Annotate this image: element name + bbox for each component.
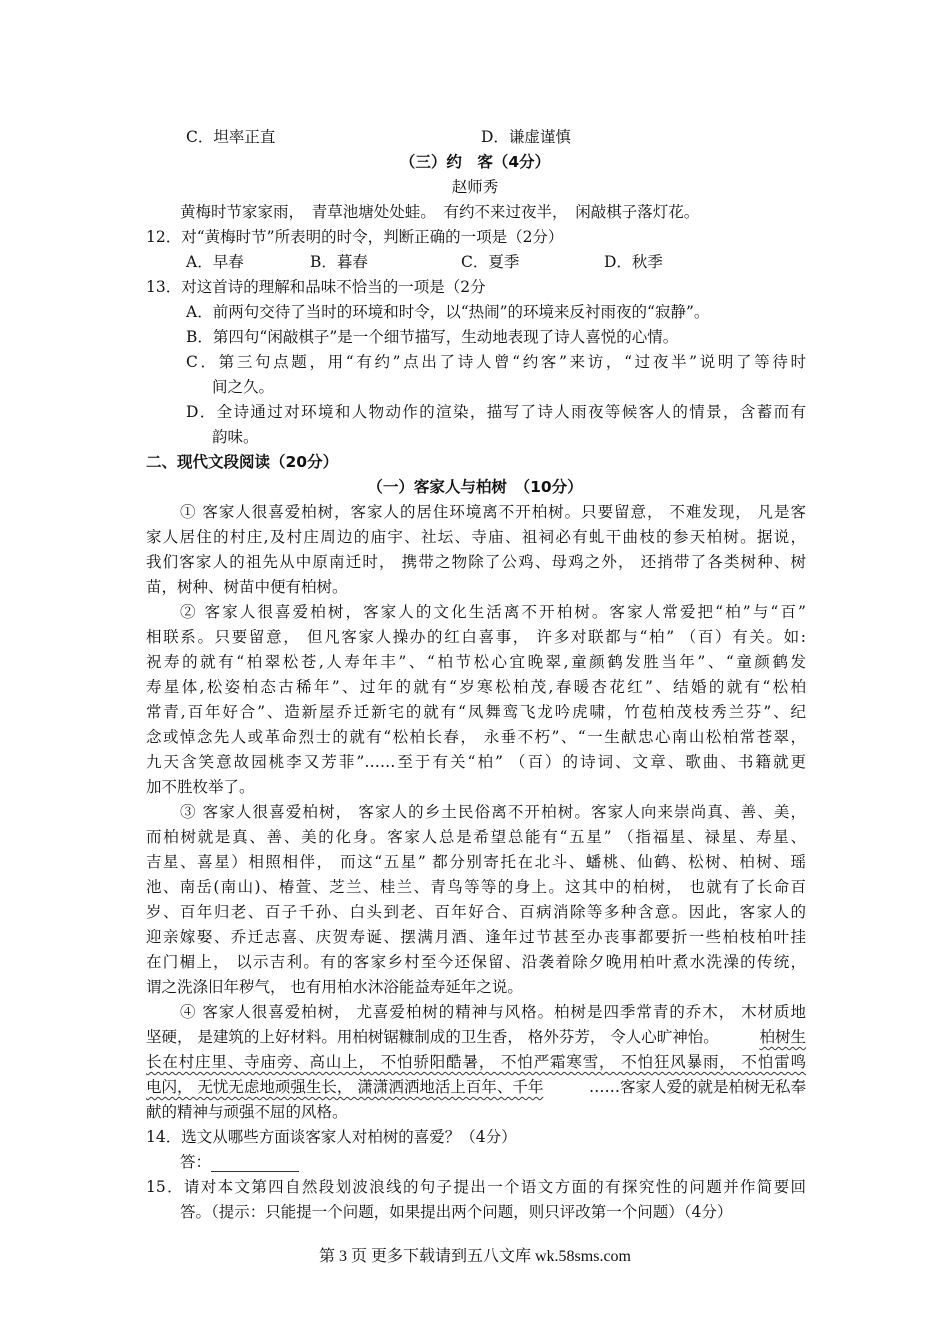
answer-blank[interactable] bbox=[211, 1157, 299, 1172]
p3-line: 吉星、喜星）相照相伴， 而这“五星” 都分别寄托在北斗、蟠桃、仙鹤、松树、柏树、瑶 bbox=[146, 853, 806, 871]
wavy-underlined-sentence: 电闪， 无忧无虑地顽强生长， 潇潇洒洒地活上百年、千年 bbox=[146, 1078, 544, 1096]
p3-line: 在门楣上， 以示吉利。有的客家乡村至今还保留、沿袭着除夕晚用柏叶煮水洗澡的传统， bbox=[146, 953, 806, 971]
option-d: D．谦虚谨慎 bbox=[481, 128, 571, 146]
p1-line: 苗，树种、树苗中便有柏树。 bbox=[146, 578, 348, 596]
p4-line bbox=[146, 1077, 806, 1097]
q13-option-c-line2: 间之久。 bbox=[212, 378, 275, 396]
p3-line: 谓之洗涤旧年秽气， 也有用柏水沐浴能益寿延年之说。 bbox=[146, 978, 523, 996]
p2-line: ② 客家人很喜爱柏树，客家人的文化生活离不开柏树。客家人常爱把“柏”与“百” bbox=[180, 603, 806, 621]
wavy-underlined-sentence: 长在村庄里、寺庙旁、高山上， 不怕骄阳酷暑， 不怕严霜寒雪， 不怕狂风暴雨， 不怕雷鸣 bbox=[146, 1053, 806, 1071]
q13-option-d-line1: D．全诗通过对环境和人物动作的渲染，描写了诗人雨夜等候客人的情景，含蓄而有 bbox=[186, 403, 806, 421]
q12-stem: 12．对“黄梅时节”所表明的时令，判断正确的一项是（2分） bbox=[146, 228, 564, 246]
p2-line: 念或悼念先人或革命烈士的就有“松柏长春， 永垂不朽”、“一生献忠心南山松柏常苍翠， bbox=[146, 728, 806, 746]
p3-line: 岁、百年归老、百子千孙、白头到老、百年好合、百病消除等多种含意。因此，客家人的 bbox=[146, 903, 806, 921]
p3-line: ③ 客家人很喜爱柏树， 客家人的乡土民俗离不开柏树。客家人向来崇尚真、善、美， bbox=[180, 803, 806, 821]
p2-line: 寿星体,松姿柏态古稀年”、过年的就有“岁寒松柏茂,春暖杏花红”、结婚的就有“松柏 bbox=[146, 678, 806, 696]
q12-option-a: A．早春 bbox=[186, 253, 244, 271]
passage-title: （一）客家人与柏树 （10分） bbox=[367, 478, 583, 496]
p3-line: 迎亲嫁娶、乔迁志喜、庆贺寿诞、摆满月酒、逢年过节甚至办丧事都要折一些柏枝柏叶挂 bbox=[146, 928, 806, 946]
q12-option-c: C．夏季 bbox=[461, 253, 520, 271]
p4-line bbox=[146, 1027, 806, 1047]
q13-option-c-line1: C．第三句点题，用“有约”点出了诗人曾“约客”来访，“过夜半”说明了等待时 bbox=[186, 353, 806, 371]
q13-option-a: A．前两句交待了当时的环境和时令，以“热闹”的环境来反衬雨夜的“寂静”。 bbox=[186, 303, 710, 321]
p3-line: 池、南岳(南山)、椿萱、芝兰、桂兰、青鸟等等的身上。这其中的柏树， 也就有了长命百 bbox=[146, 878, 806, 896]
p2-line: 常青,百年好合”、造新屋乔迁新宅的就有“凤舞鸾飞龙吟虎啸，竹苞柏茂枝秀兰芬”、纪 bbox=[146, 703, 806, 721]
q14-stem: 14．选文从哪些方面谈客家人对柏树的喜爱？（4分） bbox=[146, 1128, 517, 1146]
poem-author: 赵师秀 bbox=[451, 178, 499, 196]
section-heading: 二、现代文段阅读（20分） bbox=[146, 453, 339, 471]
p2-line: 相联系。只要留意， 但凡客家人操办的红白喜事， 许多对联都与“柏” （百）有关。如: bbox=[146, 628, 806, 646]
q15-stem-line2: 答。（提示：只能提一个问题，如果提出两个问题，则只评改第一个问题）（4分） bbox=[180, 1203, 733, 1221]
q13-option-b: B．第四句“闲敲棋子”是一个细节描写，生动地表现了诗人喜悦的心情。 bbox=[186, 328, 679, 346]
p3-line: 而柏树就是真、善、美的化身。客家人总是希望总能有“五星” （指福星、禄星、寿星、 bbox=[146, 828, 806, 846]
q13-option-d-line2: 韵味。 bbox=[212, 428, 259, 446]
q12-option-b: B．暮春 bbox=[310, 253, 368, 271]
answer-label: 答： bbox=[180, 1153, 212, 1171]
p1-line: 家人居住的村庄,及村庄周边的庙宇、社坛、寺庙、祖祠必有虬干曲枝的参天柏树。据说， bbox=[146, 528, 806, 546]
poem-verse: 黄梅时节家家雨， 青草池塘处处蛙。 有约不来过夜半， 闲敲棋子落灯花。 bbox=[180, 203, 700, 221]
p2-line: 加不胜枚举了。 bbox=[146, 778, 255, 796]
q13-stem: 13．对这首诗的理解和品味不恰当的一项是（2分 bbox=[146, 278, 486, 296]
p4-line: ④ 客家人很喜爱柏树， 尤喜爱柏树的精神与风格。柏树是四季常青的乔木， 木材质地 bbox=[180, 1003, 806, 1021]
q14-answer-line bbox=[180, 1152, 299, 1172]
p4-text: 坚硬， 是建筑的上好材料。用柏树锯糠制成的卫生香， 格外芬芳， 令人心旷神怡。 bbox=[146, 1028, 719, 1046]
page-footer: 第 3 页 更多下载请到五八文库 wk.58sms.com bbox=[318, 1248, 631, 1265]
wavy-underlined-sentence: 柏树生 bbox=[759, 1028, 806, 1046]
p4-line: 献的精神与顽强不屈的风格。 bbox=[146, 1103, 348, 1121]
p2-line: 祝寿的就有“柏翠松苍,人寿年丰”、“柏节松心宜晚翠,童颜鹤发胜当年”、“童颜鹤发 bbox=[146, 653, 806, 671]
q12-option-d: D．秋季 bbox=[604, 253, 663, 271]
p4-text: ……客家人爱的就是柏树无私奉 bbox=[588, 1078, 806, 1096]
option-c: C．坦率正直 bbox=[186, 128, 276, 146]
p2-line: 九天含笑意故园桃李又芳菲”……至于有关“柏” （百）的诗词、文章、歌曲、书籍就更 bbox=[146, 753, 806, 771]
p1-line: 我们客家人的祖先从中原南迁时， 携带之物除了公鸡、母鸡之外， 还捎带了各类树种、树 bbox=[146, 553, 806, 571]
p1-line: ① 客家人很喜爱柏树，客家人的居住环境离不开柏树。只要留意， 不难发现， 凡是客 bbox=[180, 503, 806, 521]
poem-heading: （三）约 客（4分） bbox=[399, 153, 551, 171]
q15-stem-line1: 15．请对本文第四自然段划波浪线的句子提出一个语文方面的有探究性的问题并作简要回 bbox=[146, 1178, 806, 1196]
